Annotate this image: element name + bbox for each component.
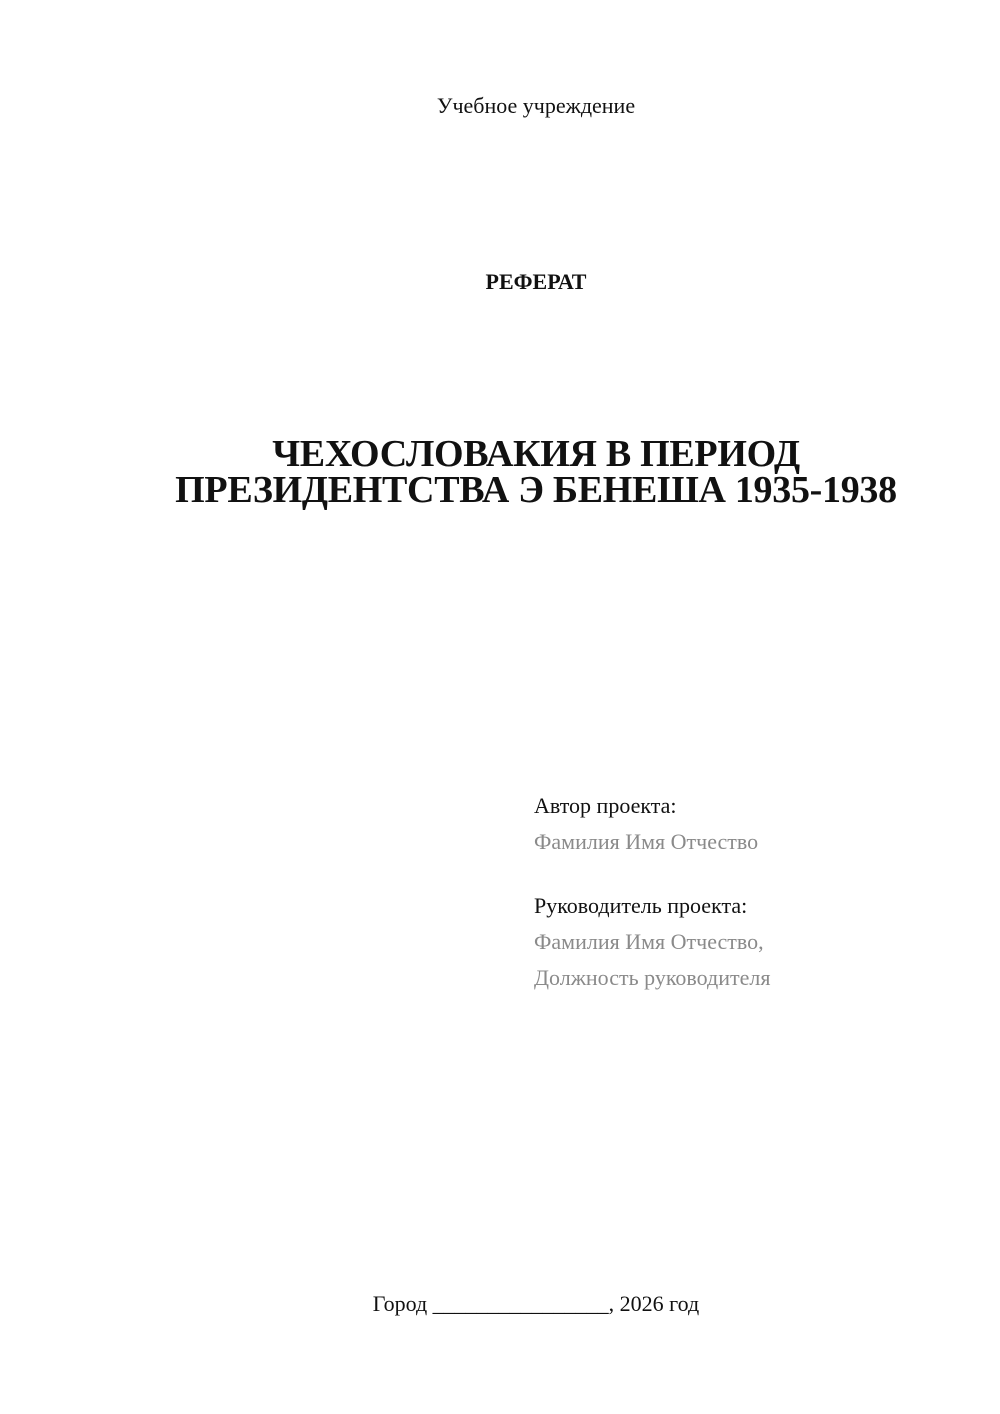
city-year-line: Город ________________, 2026 год bbox=[372, 1291, 700, 1316]
supervisor-name: Фамилия Имя Отчество, bbox=[534, 929, 764, 954]
credits-spacer bbox=[534, 860, 770, 888]
author-name: Фамилия Имя Отчество bbox=[534, 829, 759, 854]
document-title bbox=[0, 433, 1000, 511]
document-type: РЕФЕРАТ bbox=[485, 269, 587, 294]
institution-name: Учебное учреждение bbox=[436, 93, 636, 118]
supervisor-label: Руководитель проекта: bbox=[534, 893, 748, 918]
author-label: Автор проекта: bbox=[534, 793, 677, 818]
title-line-2: ПРЕЗИДЕНТСТВА Э БЕНЕША 1935-1938 bbox=[175, 469, 897, 511]
credits-block bbox=[534, 788, 770, 996]
title-line-1: ЧЕХОСЛОВАКИЯ В ПЕРИОД bbox=[272, 433, 800, 475]
supervisor-position: Должность руководителя bbox=[534, 965, 771, 990]
